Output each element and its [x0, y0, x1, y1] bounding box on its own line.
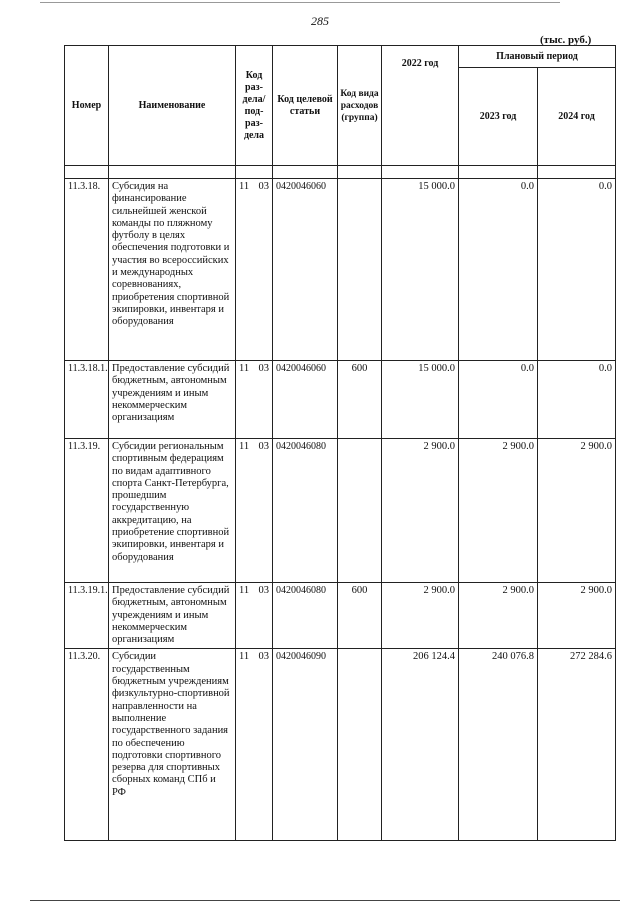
cell-2022: 15 000.0	[382, 179, 459, 361]
cell-razdel: 11	[239, 651, 250, 663]
cell-section	[236, 179, 273, 361]
cell-section	[236, 649, 273, 841]
cell-razdel: 11	[239, 585, 250, 596]
cell-section	[236, 361, 273, 439]
cell-2022: 2 900.0	[382, 439, 459, 583]
header-section: Код раз-дела/ под-раз-дела	[236, 46, 273, 166]
cell-2024: 272 284.6	[538, 649, 616, 841]
cell-2023: 2 900.0	[459, 439, 538, 583]
table-row	[65, 179, 616, 361]
cell-target: 0420046060	[273, 361, 338, 439]
cell-target: 0420046080	[273, 583, 338, 649]
header-2024: 2024 год	[538, 68, 616, 166]
cell-podrazdel: 03	[258, 363, 269, 374]
cell-target: 0420046060	[273, 179, 338, 361]
cell-section	[236, 439, 273, 583]
cell-expense	[338, 439, 382, 583]
cell-name: Субсидии региональным спортивным федерациям по видам адаптивного спорта Санкт-Петербурга, прошедшим государственную аккредитацию, на приобретение спортивной экипировки, инвентаря и оборудования	[109, 439, 236, 583]
cell-2024: 0.0	[538, 361, 616, 439]
cell-nomer: 11.3.18.	[65, 179, 109, 361]
cell-nomer: 11.3.20.	[65, 649, 109, 841]
cell-2024: 2 900.0	[538, 583, 616, 649]
cell-2024: 2 900.0	[538, 439, 616, 583]
header-target: Код целевой статьи	[273, 46, 338, 166]
top-rule	[40, 2, 560, 3]
cell-nomer: 11.3.18.1.	[65, 361, 109, 439]
cell-target: 0420046080	[273, 439, 338, 583]
table-row	[65, 649, 616, 841]
header-plan-period: Плановый период	[459, 46, 616, 68]
cell-razdel: 11	[239, 363, 250, 374]
cell-target: 0420046090	[273, 649, 338, 841]
cell-2023: 2 900.0	[459, 583, 538, 649]
page-number: 285	[311, 14, 329, 28]
header-gap	[65, 166, 616, 179]
cell-nomer: 11.3.19.	[65, 439, 109, 583]
cell-podrazdel: 03	[258, 651, 269, 663]
cell-podrazdel: 03	[258, 585, 269, 596]
cell-name: Субсидии государственным бюджетным учреждениям физкультурно-спортивной направленности на выполнение государственного задания по обеспечению подготовки спортивного резерва для спортивных сборных команд СПб и РФ	[109, 649, 236, 841]
cell-2022: 15 000.0	[382, 361, 459, 439]
cell-section	[236, 583, 273, 649]
cell-name: Предоставление субсидий бюджетным, автономным учреждениям и иным некоммерческим организациям	[109, 583, 236, 649]
cell-2022: 206 124.4	[382, 649, 459, 841]
cell-2024: 0.0	[538, 179, 616, 361]
cell-expense	[338, 179, 382, 361]
cell-2023: 0.0	[459, 361, 538, 439]
table-row	[65, 361, 616, 439]
header-nomer: Номер	[65, 46, 109, 166]
cell-expense: 600	[338, 583, 382, 649]
cell-name: Субсидия на финансирование сильнейшей женской команды по пляжному футболу в целях обеспечения подготовки и участия во всероссийских и международных соревнованиях, приобретения спортивной экипировки, инвентаря и оборудования	[109, 179, 236, 361]
units-label: (тыс. руб.)	[540, 34, 592, 46]
header-row-1	[65, 46, 616, 68]
budget-table	[64, 45, 616, 841]
cell-razdel: 11	[239, 181, 250, 192]
header-expense-type: Код вида расходов (группа)	[338, 46, 382, 166]
cell-2023: 0.0	[459, 179, 538, 361]
table-row	[65, 583, 616, 649]
bottom-rule	[30, 900, 620, 901]
cell-razdel: 11	[239, 441, 250, 452]
cell-expense	[338, 649, 382, 841]
cell-2022: 2 900.0	[382, 583, 459, 649]
cell-name: Предоставление субсидий бюджетным, автономным учреждениям и иным некоммерческим организациям	[109, 361, 236, 439]
header-2023: 2023 год	[459, 68, 538, 166]
cell-podrazdel: 03	[258, 441, 269, 452]
header-name: Наименование	[109, 46, 236, 166]
cell-2023: 240 076.8	[459, 649, 538, 841]
table-row	[65, 439, 616, 583]
header-2022: 2022 год	[382, 46, 459, 166]
cell-podrazdel: 03	[258, 181, 269, 192]
cell-nomer: 11.3.19.1.	[65, 583, 109, 649]
cell-expense: 600	[338, 361, 382, 439]
